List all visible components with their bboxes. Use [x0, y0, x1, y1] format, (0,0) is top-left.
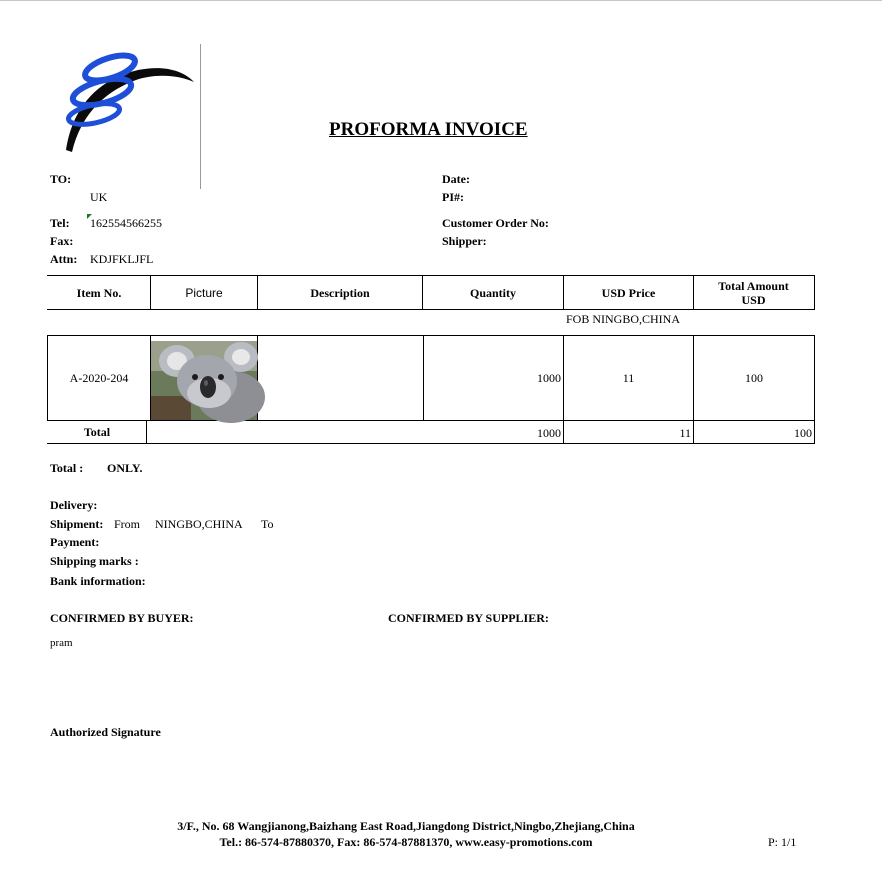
fax-label: Fax:: [50, 234, 74, 248]
row-item-no: A-2020-204: [69, 370, 129, 385]
shipment-label: Shipment:: [50, 517, 104, 531]
shipment-from-label: From: [114, 517, 141, 531]
customer-order-label: Customer Order No:: [442, 216, 549, 230]
buyer-note: pram: [50, 637, 73, 649]
delivery-label: Delivery:: [50, 498, 98, 512]
footer-contact: Tel.: 86-574-87880370, Fax: 86-574-87881370, www.easy-promotions.com: [219, 835, 593, 849]
total-row-quantity: 1000: [537, 425, 561, 440]
col-header-picture: Picture: [185, 285, 223, 300]
total-words-label: Total :: [50, 461, 84, 475]
logo-divider: [200, 44, 201, 189]
koala-icon: [151, 341, 257, 420]
confirmed-by-buyer: CONFIRMED BY BUYER:: [50, 611, 194, 625]
shipping-marks-label: Shipping marks :: [50, 554, 139, 568]
shipper-label: Shipper:: [442, 234, 487, 248]
attn-label: Attn:: [50, 252, 78, 266]
page-number: P: 1/1: [768, 835, 797, 849]
company-logo: [58, 52, 198, 162]
total-row-amount: 100: [794, 425, 812, 440]
page-top-border: [0, 0, 882, 1]
price-terms: FOB NINGBO,CHINA: [566, 312, 681, 326]
row-usd-price: 11: [622, 370, 635, 385]
date-label: Date:: [442, 172, 470, 186]
to-label: TO:: [50, 172, 72, 186]
shipment-from-value: NINGBO,CHINA: [155, 517, 243, 531]
col-header-quantity: Quantity: [469, 285, 516, 300]
authorized-signature: Authorized Signature: [50, 725, 161, 739]
col-header-usd-price: USD Price: [601, 285, 656, 300]
col-header-total-amount: Total Amount USD: [718, 278, 789, 307]
buyer-country: UK: [90, 190, 108, 204]
page-title: PROFORMA INVOICE: [329, 119, 528, 140]
total-words-value: ONLY.: [107, 461, 143, 475]
attn-value: KDJFKLJFL: [90, 252, 154, 266]
total-row-usd-price: 11: [679, 425, 691, 440]
pi-label: PI#:: [442, 190, 464, 204]
col-header-description: Description: [310, 285, 370, 300]
footer-address: 3/F., No. 68 Wangjianong,Baizhang East Road,Jiangdong District,Ningbo,Zhejiang,China: [177, 819, 635, 833]
shipment-to-label: To: [261, 517, 274, 531]
row-description: [258, 336, 422, 420]
tel-label: Tel:: [50, 216, 70, 230]
tel-value: 162554566255: [90, 216, 162, 230]
total-row-label: Total: [83, 424, 111, 439]
confirmed-by-supplier: CONFIRMED BY SUPPLIER:: [388, 611, 549, 625]
payment-label: Payment:: [50, 535, 100, 549]
col-header-item-no: Item No.: [76, 285, 122, 300]
row-total-amount: 100: [745, 370, 763, 385]
product-photo: [151, 341, 257, 420]
bank-info-label: Bank information:: [50, 574, 146, 588]
row-quantity: 1000: [537, 370, 561, 385]
